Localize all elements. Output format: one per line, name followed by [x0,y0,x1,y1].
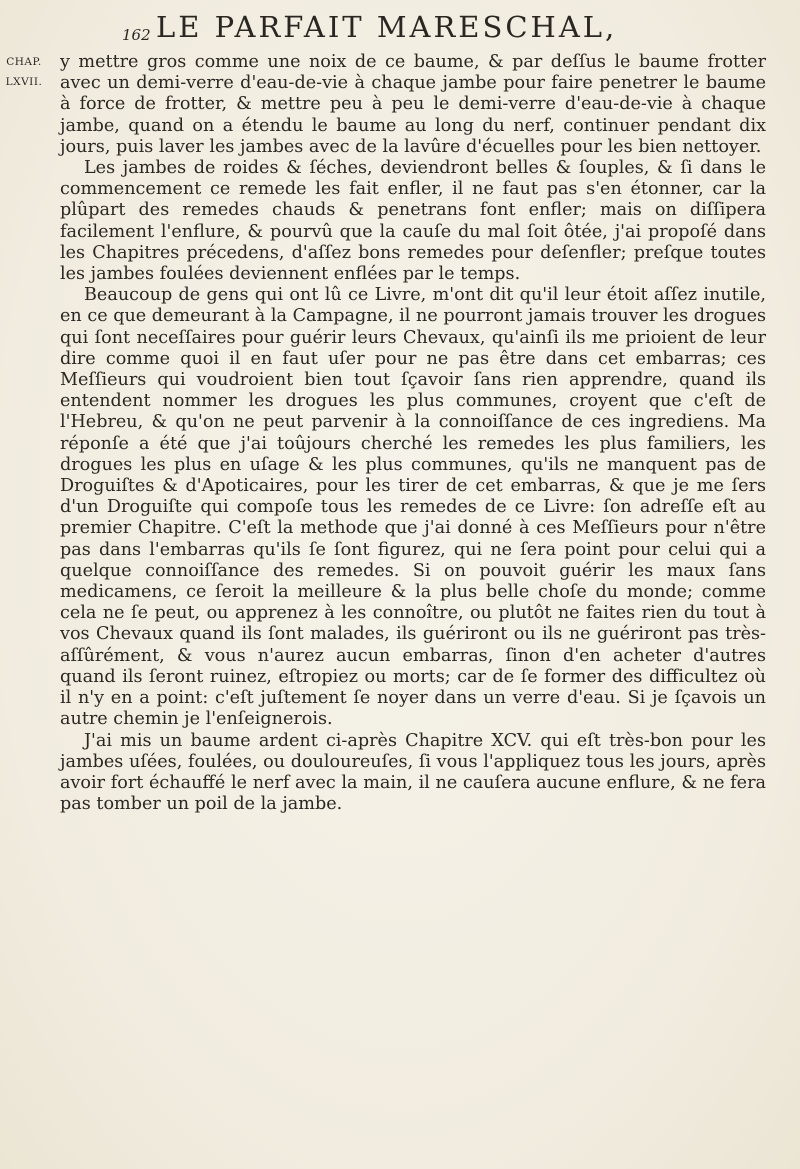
chapter-margin-note [4,52,44,93]
chapter-number: LXVII. [5,76,43,89]
paragraph-stiff-legs: Les jambes de roides & ſéches, deviendront belles & ſouples, & ſi dans le commencement ce remede les fait enfler, il ne faut pas s'en étonner, car la plûpart des remedes chauds & penetrans font enfler; mais on diſſipera facilement l'enflure, & pourvû que la cauſe du mal ſoit ôtée, j'ai propoſé dans les Chapitres précedens, d'aſſez bons remedes pour deſenfler; preſque toutes les jambes foulées deviennent enflées par le temps. [60,158,766,285]
running-title: LE PARFAIT MARESCHAL, [156,10,618,44]
body-text [60,52,766,815]
page-header [122,6,762,54]
paragraph-drugs-reply: Beaucoup de gens qui ont lû ce Livre, m'ont dit qu'il leur étoit aſſez inutile, en ce que demeurant à la Campagne, il ne pourront jamais trouver les drogues qui ſont neceſſaires pour guérir leurs Chevaux, qu'ainſi ils me prioient de leur dire comme quoi il en faut uſer pour ne pas être dans cet embarras; ces Meſſieurs qui voudroient bien tout ſçavoir ſans rien apprendre, quand ils entendent nommer les drogues les plus communes, croyent que c'eſt de l'Hebreu, & qu'on ne peut parvenir à la connoiſſance de ces ingrediens. Ma réponſe a été que j'ai toûjours cherché les remedes les plus familiers, les drogues les plus en uſage & les plus communes, qu'ils ne manquent pas de Droguiſtes & d'Apoticaires, pour les tirer de cet embarras, & que je me ſers d'un Droguiſte qui compoſe tous les remedes de ce Livre: ſon adreſſe eſt au premier Chapitre. C'eſt la methode que j'ai donné à ces Meſſieurs pour n'être pas dans l'embarras qu'ils ſe ſont figurez, qui ne ſera point pour celui qui a quelque connoiſſance des remedes. Si on pouvoit guérir les maux ſans medicamens, ce ſeroit la meilleure & la plus belle choſe du monde; comme cela ne ſe peut, ou apprenez à les connoître, ou plutôt ne faites rien du tout à vos Chevaux quand ils ſont malades, ils guériront ou ils ne guériront pas très-aſſûrément, & vous n'aurez aucun embarras, ſinon d'en acheter d'autres quand ils ſeront ruinez, eſtropiez ou morts; car de ſe former des difficultez où il n'y en a point: c'eſt juſtement ſe noyer dans un verre d'eau. Si je ſçavois un autre chemin je l'enſeignerois. [60,285,767,730]
page-number: 162 [122,26,151,44]
paragraph-continuation: y mettre gros comme une noix de ce baume, & par deſſus le baume frotter avec un demi-verre d'eau-de-vie à chaque jambe pour faire penetrer le baume à force de frotter, & mettre peu à peu le demi-verre d'eau-de-vie à chaque jambe, quand on a étendu le baume au long du nerf, continuer pendant dix jours, puis laver les jambes avec de la lavûre d'écuelles pour les bien nettoyer. [60,52,766,157]
paragraph-ardent-balm: J'ai mis un baume ardent ci-après Chapitre XCV. qui eſt très-bon pour les jambes uſées, foulées, ou douloureuſes, ſi vous l'appliquez tous les jours, après avoir fort échauffé le nerf avec la main, il ne cauſera aucune enflure, & ne fera pas tomber un poil de la jambe. [60,730,766,815]
chapter-label: CHAP. [6,56,42,68]
